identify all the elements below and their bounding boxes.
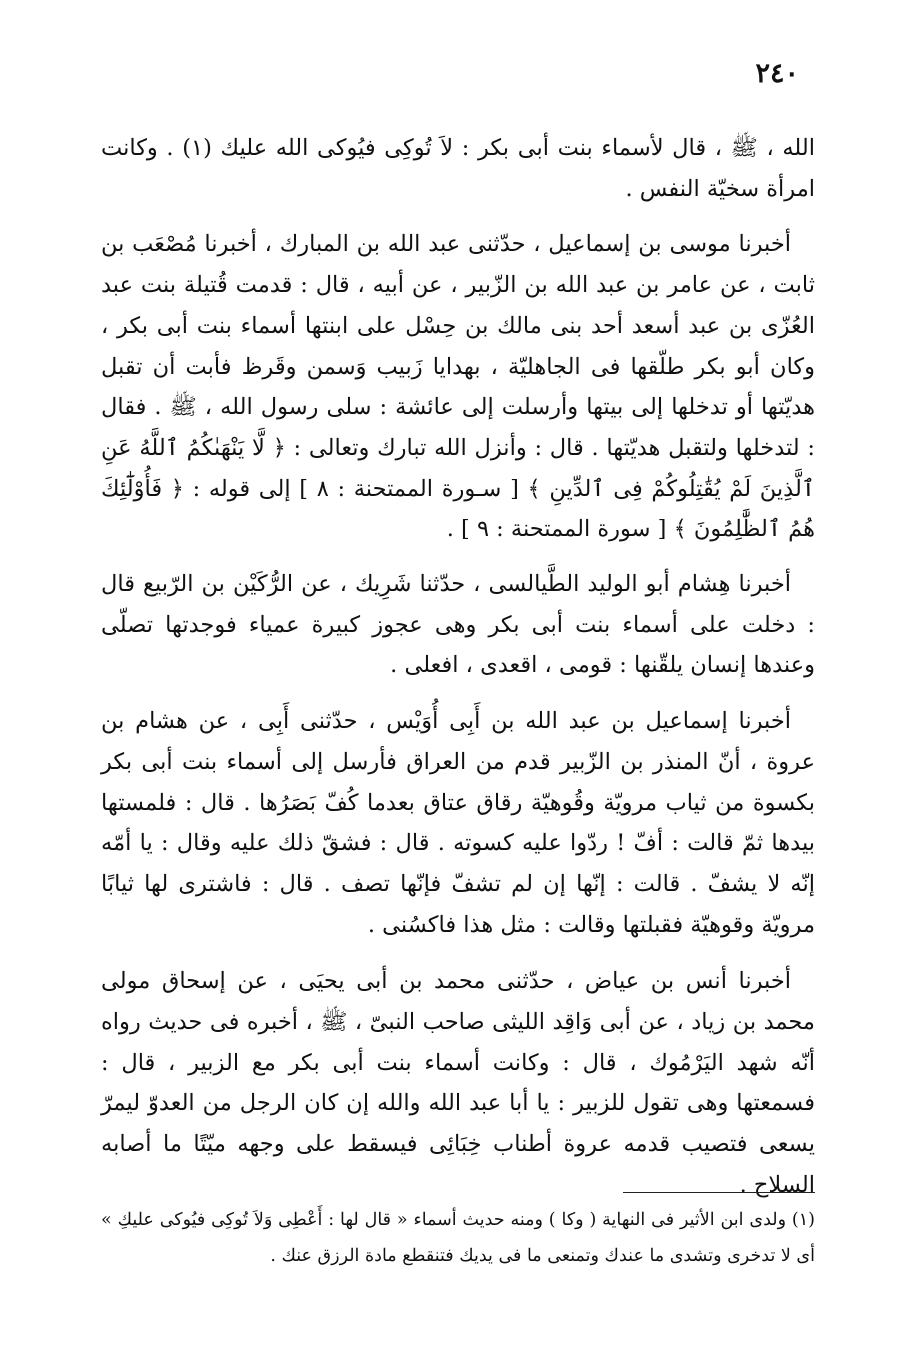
paragraph-2: أخبرنا موسى بن إسماعيل ، حدّثنى عبد الله بن المبارك ، أخبرنا مُصْعَب بن ثابت ، عن عامر بن عبد الله بن الزّبير ، عن أبيه ، قال : قدمت قُتيلة بنت عبد العُزّى بن عبد أسعد أحد بنى مالك بن حِسْل على ابنتها أسماء بنت أبى بكر ، وكان أبو بكر طلّقها فى الجاهليّة ، بهدايا زَبيب وَسمن وقَرظ فأبت أن تقبل هديّتها أو تدخلها إلى بيتها وأرسلت إلى عائشة : سلى رسول الله ، ﷺ . فقال : لتدخلها ولتقبل هديّتها . قال : وأنزل الله تبارك وتعالى : ﴿ لَّا يَنْهَىٰكُمُ ٱللَّهُ عَنِ ٱلَّذِينَ لَمْ يُقَٰتِلُوكُمْ فِى ٱلدِّينِ ﴾ [ سـورة الممتحنة : ٨ ] إلى قوله : ﴿ فَأُوْلَٰٓئِكَ هُمُ ٱلظَّٰلِمُونَ ﴾ [ سورة الممتحنة : ٩ ] . bbox=[101, 231, 815, 543]
footnote: (١) ولدى ابن الأثير فى النهاية ( وكا ) ومنه حديث أسماء « قال لها : أَعْطِى وَلاَ تُوكِى فيُوكى عليكِ » أى لا تدخرى وتشدى ما عندك وتمنعى ما فى يديك فتنقطع مادة الرزق عنك . bbox=[101, 1210, 815, 1266]
page-number: ٢٤٠ bbox=[755, 58, 799, 89]
paragraph-4: أخبرنا إسماعيل بن عبد الله بن أَبِى أُوَيْس ، حدّثنى أَبِى ، عن هشام بن عروة ، أنّ المنذر بن الزّبير قدم من العراق فأرسل إلى أسماء بنت أبى بكر بكسوة من ثياب مرويّة وقُوهيّة رقاق عتاق بعدما كُفّ بَصَرُها . قال : فلمستها بيدها ثمّ قالت : أفّ ! ردّوا عليه كسوته . قال : فشقّ ذلك عليه وقال : يا أمّه إنّه لا يشفّ . قالت : إنّها إن لم تشفّ فإنّها تصف . قال : فاشترى لها ثيابًا مرويّة وقوهيّة فقبلتها وقالت : مثل هذا فاكسُنى . bbox=[101, 708, 815, 938]
footnote-divider bbox=[623, 1192, 815, 1193]
main-text bbox=[101, 128, 815, 1219]
paragraph-1: الله ، ﷺ ، قال لأسماء بنت أبى بكر : لاَ تُوكِى فيُوكى الله عليك (١) . وكانت امرأة سخيّة النفس . bbox=[101, 135, 815, 202]
paragraph-5: أخبرنا أنس بن عياض ، حدّثنى محمد بن أبى يحيَى ، عن إسحاق مولى محمد بن زياد ، عن أبى وَاقِد الليثى صاحب النبىّ ، ﷺ ، أخبره فى حديث رواه أنّه شهد اليَرْمُوك ، قال : وكانت أسماء بنت أبى بكر مع الزبير ، قال : فسمعتها وهى تقول للزبير : يا أبا عبد الله والله إن كان الرجل من العدوّ ليمرّ يسعى فتصيب قدمه عروة أطناب خِبَائِى فيسقط على وجهه ميّتًا ما أصابه السلاح . bbox=[101, 968, 815, 1198]
paragraph-3: أخبرنا هِشام أبو الوليد الطَّيالسى ، حدّثنا شَرِيك ، عن الرُّكَيْن بن الرّبيع قال : دخلت على أسماء بنت أبى بكر وهى عجوز كبيرة عمياء فوجدتها تصلّى وعندها إنسان يلقّنها : قومى ، اقعدى ، افعلى . bbox=[101, 571, 815, 679]
